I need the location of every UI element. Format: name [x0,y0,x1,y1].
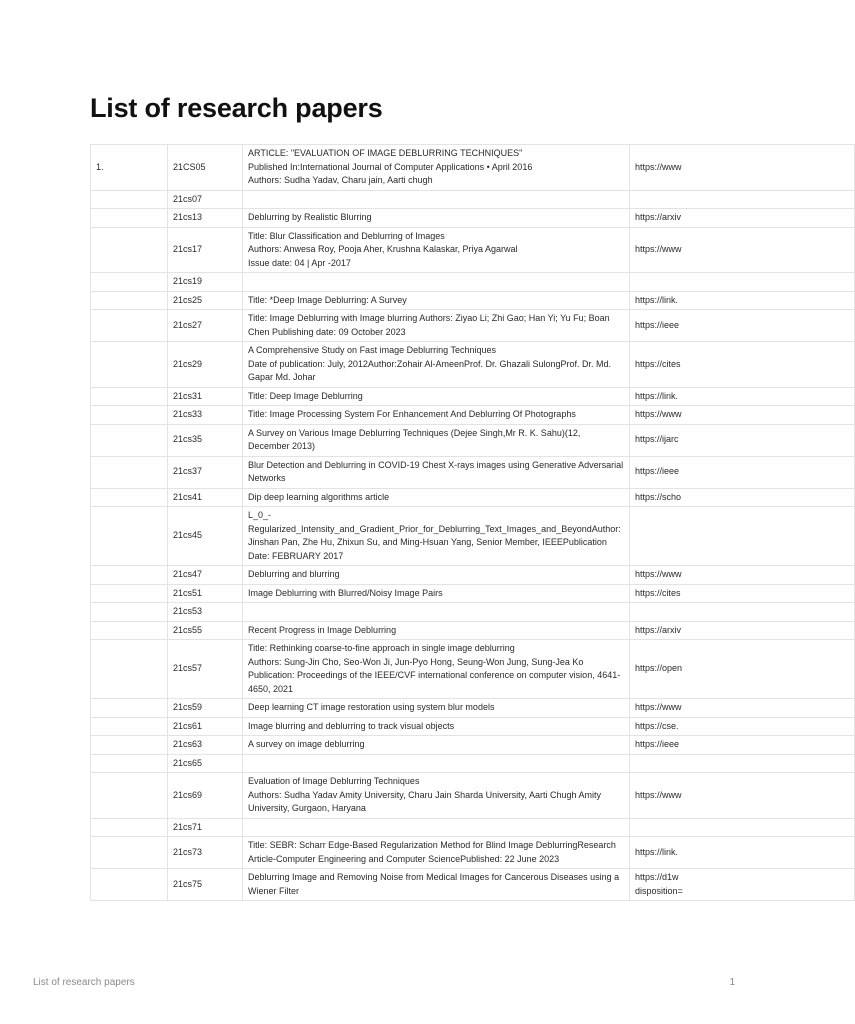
paper-link-cell[interactable] [630,310,855,342]
row-number-cell [91,273,168,292]
paper-details-cell [243,273,630,292]
paper-link[interactable]: https://cites [635,358,681,369]
paper-link[interactable]: https://ieee [635,466,680,477]
student-id-cell: 21cs57 [168,640,243,699]
table-row [91,145,855,191]
paper-details-cell [243,869,630,901]
table-row [91,869,855,901]
paper-detail-line: A survey on image deblurring [248,739,365,749]
paper-detail-line: ARTICLE: "EVALUATION OF IMAGE DEBLURRING TECHNIQUES" [248,148,523,158]
row-number-cell [91,507,168,566]
paper-details-cell [243,387,630,406]
student-id-cell: 21cs35 [168,424,243,456]
paper-link-cell[interactable] [630,566,855,585]
paper-link[interactable]: https://open [635,663,683,674]
paper-detail-line: A Comprehensive Study on Fast image Deblurring Techniques [248,345,496,355]
row-number-cell [91,406,168,425]
row-number-cell [91,818,168,837]
paper-detail-line: A Survey on Various Image Deblurring Techniques (Dejee Singh,Mr R. K. Sahu)(12, December 2013) [248,427,581,451]
paper-detail-line: Deblurring and blurring [248,569,340,579]
paper-link[interactable]: https://www [635,409,682,419]
paper-detail-line: Deblurring by Realistic Blurring [248,212,372,222]
row-number-cell [91,621,168,640]
table-row [91,456,855,488]
table-row [91,818,855,837]
paper-link-cell[interactable] [630,145,855,191]
paper-detail-line: Image blurring and deblurring to track visual objects [248,720,455,731]
paper-details-cell [243,566,630,585]
paper-detail-line: Deblurring Image and Removing Noise from Medical Images for Cancerous Diseases using a Wiener Filter [248,872,620,896]
row-number-cell [91,699,168,718]
paper-link-cell[interactable] [630,406,855,425]
student-id-cell: 21cs31 [168,387,243,406]
row-number-cell [91,566,168,585]
page-number: 1 [729,977,735,988]
paper-detail-line: Image Deblurring with Blurred/Noisy Image Pairs [248,587,443,598]
student-id-cell: 21cs71 [168,818,243,837]
student-id-cell: 21cs63 [168,736,243,755]
table-row [91,273,855,292]
footer-label: List of research papers [33,977,135,988]
paper-detail-line: Evaluation of Image Deblurring Techniques [248,776,420,786]
paper-link-cell[interactable] [630,291,855,310]
paper-details-cell [243,424,630,456]
row-number-cell [91,342,168,388]
paper-detail-line: Blur Detection and Deblurring in COVID-19 Chest X-rays images using Generative Adversarial Networks [248,459,624,483]
paper-detail-line: Title: SEBR: Scharr Edge-Based Regularization Method for Blind Image DeblurringResearch Article-Computer Engineering and Computer SciencePublished: 22 June 2023 [248,840,616,864]
row-number-cell [91,291,168,310]
paper-link-cell[interactable] [630,837,855,869]
paper-details-cell [243,717,630,736]
page-title: List of research papers [90,93,383,123]
paper-link-cell[interactable] [630,584,855,603]
student-id-cell: 21cs13 [168,209,243,228]
student-id-cell: 21cs07 [168,190,243,209]
table-row [91,488,855,507]
table-row [91,190,855,209]
paper-link[interactable]: https://link. [635,390,679,401]
student-id-cell: 21cs59 [168,699,243,718]
paper-link[interactable]: https://link. [635,294,679,305]
paper-details-cell [243,584,630,603]
student-id-cell: 21cs75 [168,869,243,901]
paper-link-cell[interactable] [630,869,855,901]
paper-link-cell[interactable] [630,488,855,507]
paper-link-cell[interactable] [630,773,855,819]
paper-link[interactable]: https://arxiv [635,212,682,222]
paper-link-cell [630,754,855,773]
paper-detail-line: Deep learning CT image restoration using system blur models [248,702,495,712]
paper-detail-line: Authors: Anwesa Roy, Pooja Aher, Krushna Kalaskar, Priya Agarwal [248,244,518,254]
row-number-cell [91,584,168,603]
paper-link[interactable]: https://ieee [635,319,680,330]
paper-link-cell[interactable] [630,621,855,640]
student-id-cell: 21cs65 [168,754,243,773]
paper-link-cell [630,190,855,209]
table-row [91,507,855,566]
paper-details-cell [243,406,630,425]
table-row [91,640,855,699]
paper-link-cell[interactable] [630,209,855,228]
paper-details-cell [243,209,630,228]
paper-link-cell [630,273,855,292]
row-number-cell [91,310,168,342]
table-row [91,837,855,869]
paper-details-cell [243,603,630,622]
table-row [91,699,855,718]
student-id-cell: 21cs73 [168,837,243,869]
paper-detail-line: Regularized_Intensity_and_Gradient_Prior_for_Deblurring_Text_Images_and_BeyondAuthor: Jinshan Pan, Zhe Hu, Zhixun Su, and Ming-Hsuan Yang, Senior Member, IEEEPublication Date: FEBRUARY 2017 [248,523,621,561]
paper-link-cell[interactable] [630,387,855,406]
paper-details-cell [243,754,630,773]
paper-link[interactable]: https://ijarc [635,434,679,445]
paper-detail-line: Title: Blur Classification and Deblurring of Images [248,230,445,241]
student-id-cell: 21cs27 [168,310,243,342]
paper-link[interactable]: disposition= [635,885,683,896]
papers-table-body [91,145,855,901]
row-number-cell [91,603,168,622]
table-row [91,342,855,388]
row-number-cell [91,209,168,228]
paper-link[interactable]: https://www [635,161,682,172]
paper-details-cell [243,227,630,273]
table-row [91,603,855,622]
student-id-cell: 21cs55 [168,621,243,640]
paper-details-cell [243,621,630,640]
student-id-cell: 21CS05 [168,145,243,191]
paper-detail-line: L_0_- [248,510,272,520]
row-number-cell [91,227,168,273]
paper-link-cell[interactable] [630,456,855,488]
paper-link-cell [630,818,855,837]
paper-detail-line: Title: Rethinking coarse-to-fine approach in single image deblurring [248,643,515,653]
row-number-cell [91,387,168,406]
student-id-cell: 21cs33 [168,406,243,425]
row-number-cell [91,424,168,456]
paper-detail-line: Authors: Sung-Jin Cho, Seo-Won Ji, Jun-Pyo Hong, Seung-Won Jung, Sung-Jea Ko [248,656,584,667]
paper-link[interactable]: https://www [635,244,682,254]
paper-link-cell[interactable] [630,736,855,755]
paper-link[interactable]: https://www [635,569,682,579]
paper-details-cell [243,488,630,507]
papers-table-container [90,144,683,931]
table-row [91,717,855,736]
paper-link[interactable]: https://d1w [635,872,679,882]
student-id-cell: 21cs61 [168,717,243,736]
paper-details-cell [243,456,630,488]
paper-details-cell [243,699,630,718]
table-row [91,584,855,603]
paper-details-cell [243,190,630,209]
paper-details-cell [243,291,630,310]
paper-link-cell [630,507,855,566]
student-id-cell: 21cs19 [168,273,243,292]
paper-link[interactable]: https://scho [635,491,682,502]
paper-detail-line: Authors: Sudha Yadav, Charu jain, Aarti chugh [248,175,433,185]
table-row [91,291,855,310]
student-id-cell: 21cs47 [168,566,243,585]
paper-link-cell[interactable] [630,424,855,456]
student-id-cell: 21cs29 [168,342,243,388]
paper-link[interactable]: https://www [635,702,682,712]
paper-detail-line: Title: Image Deblurring with Image blurring Authors: Ziyao Li; Zhi Gao; Han Yi; Yu Fu; Boan Chen Publishing date: 09 October 2023 [248,313,610,337]
table-row [91,209,855,228]
paper-link-cell[interactable] [630,640,855,699]
paper-detail-line: Publication: Proceedings of the IEEE/CVF international conference on computer vision, 4641-4650, 2021 [248,670,621,694]
paper-link[interactable]: https://ieee [635,739,680,749]
paper-detail-line: Title: Deep Image Deblurring [248,390,363,401]
student-id-cell: 21cs53 [168,603,243,622]
paper-details-cell [243,342,630,388]
table-row [91,387,855,406]
paper-details-cell [243,507,630,566]
row-number-cell [91,773,168,819]
paper-detail-line: Title: Image Processing System For Enhancement And Deblurring Of Photographs [248,409,576,419]
paper-details-cell [243,145,630,191]
paper-details-cell [243,640,630,699]
paper-detail-line: Published In:International Journal of Computer Applications • April 2016 [248,161,533,172]
row-number-cell [91,754,168,773]
student-id-cell: 21cs45 [168,507,243,566]
paper-link-cell [630,603,855,622]
paper-link-cell[interactable] [630,717,855,736]
paper-details-cell [243,736,630,755]
paper-link[interactable]: https://www [635,789,682,800]
paper-details-cell [243,818,630,837]
row-number-cell [91,640,168,699]
row-number-cell: 1. [91,145,168,191]
table-row [91,621,855,640]
table-row [91,424,855,456]
paper-link[interactable]: https://link. [635,846,679,857]
table-row [91,227,855,273]
paper-detail-line: Title: *Deep Image Deblurring: A Survey [248,294,407,305]
paper-details-cell [243,310,630,342]
table-row [91,566,855,585]
paper-details-cell [243,773,630,819]
table-row [91,406,855,425]
row-number-cell [91,736,168,755]
student-id-cell: 21cs17 [168,227,243,273]
paper-link-cell[interactable] [630,699,855,718]
student-id-cell: 21cs69 [168,773,243,819]
paper-detail-line: Issue date: 04 | Apr -2017 [248,257,351,268]
student-id-cell: 21cs41 [168,488,243,507]
table-row [91,773,855,819]
paper-details-cell [243,837,630,869]
table-row [91,736,855,755]
table-row [91,754,855,773]
paper-detail-line: Date of publication: July, 2012Author:Zohair Al-AmeenProf. Dr. Ghazali SulongProf. Dr. Md. Gapar Md. Johar [248,358,612,382]
paper-detail-line: Authors: Sudha Yadav Amity University, Charu Jain Sharda University, Aarti Chugh Amity University, Gurgaon, Haryana [248,789,601,813]
paper-detail-line: Dip deep learning algorithms article [248,491,390,502]
paper-link-cell[interactable] [630,342,855,388]
row-number-cell [91,456,168,488]
paper-link[interactable]: https://cites [635,587,681,598]
paper-link-cell[interactable] [630,227,855,273]
row-number-cell [91,190,168,209]
student-id-cell: 21cs51 [168,584,243,603]
row-number-cell [91,869,168,901]
paper-detail-line: Recent Progress in Image Deblurring [248,624,397,635]
paper-link[interactable]: https://cse. [635,720,679,731]
row-number-cell [91,717,168,736]
row-number-cell [91,488,168,507]
student-id-cell: 21cs25 [168,291,243,310]
paper-link[interactable]: https://arxiv [635,624,682,635]
row-number-cell [91,837,168,869]
student-id-cell: 21cs37 [168,456,243,488]
table-row [91,310,855,342]
papers-table [90,144,855,901]
